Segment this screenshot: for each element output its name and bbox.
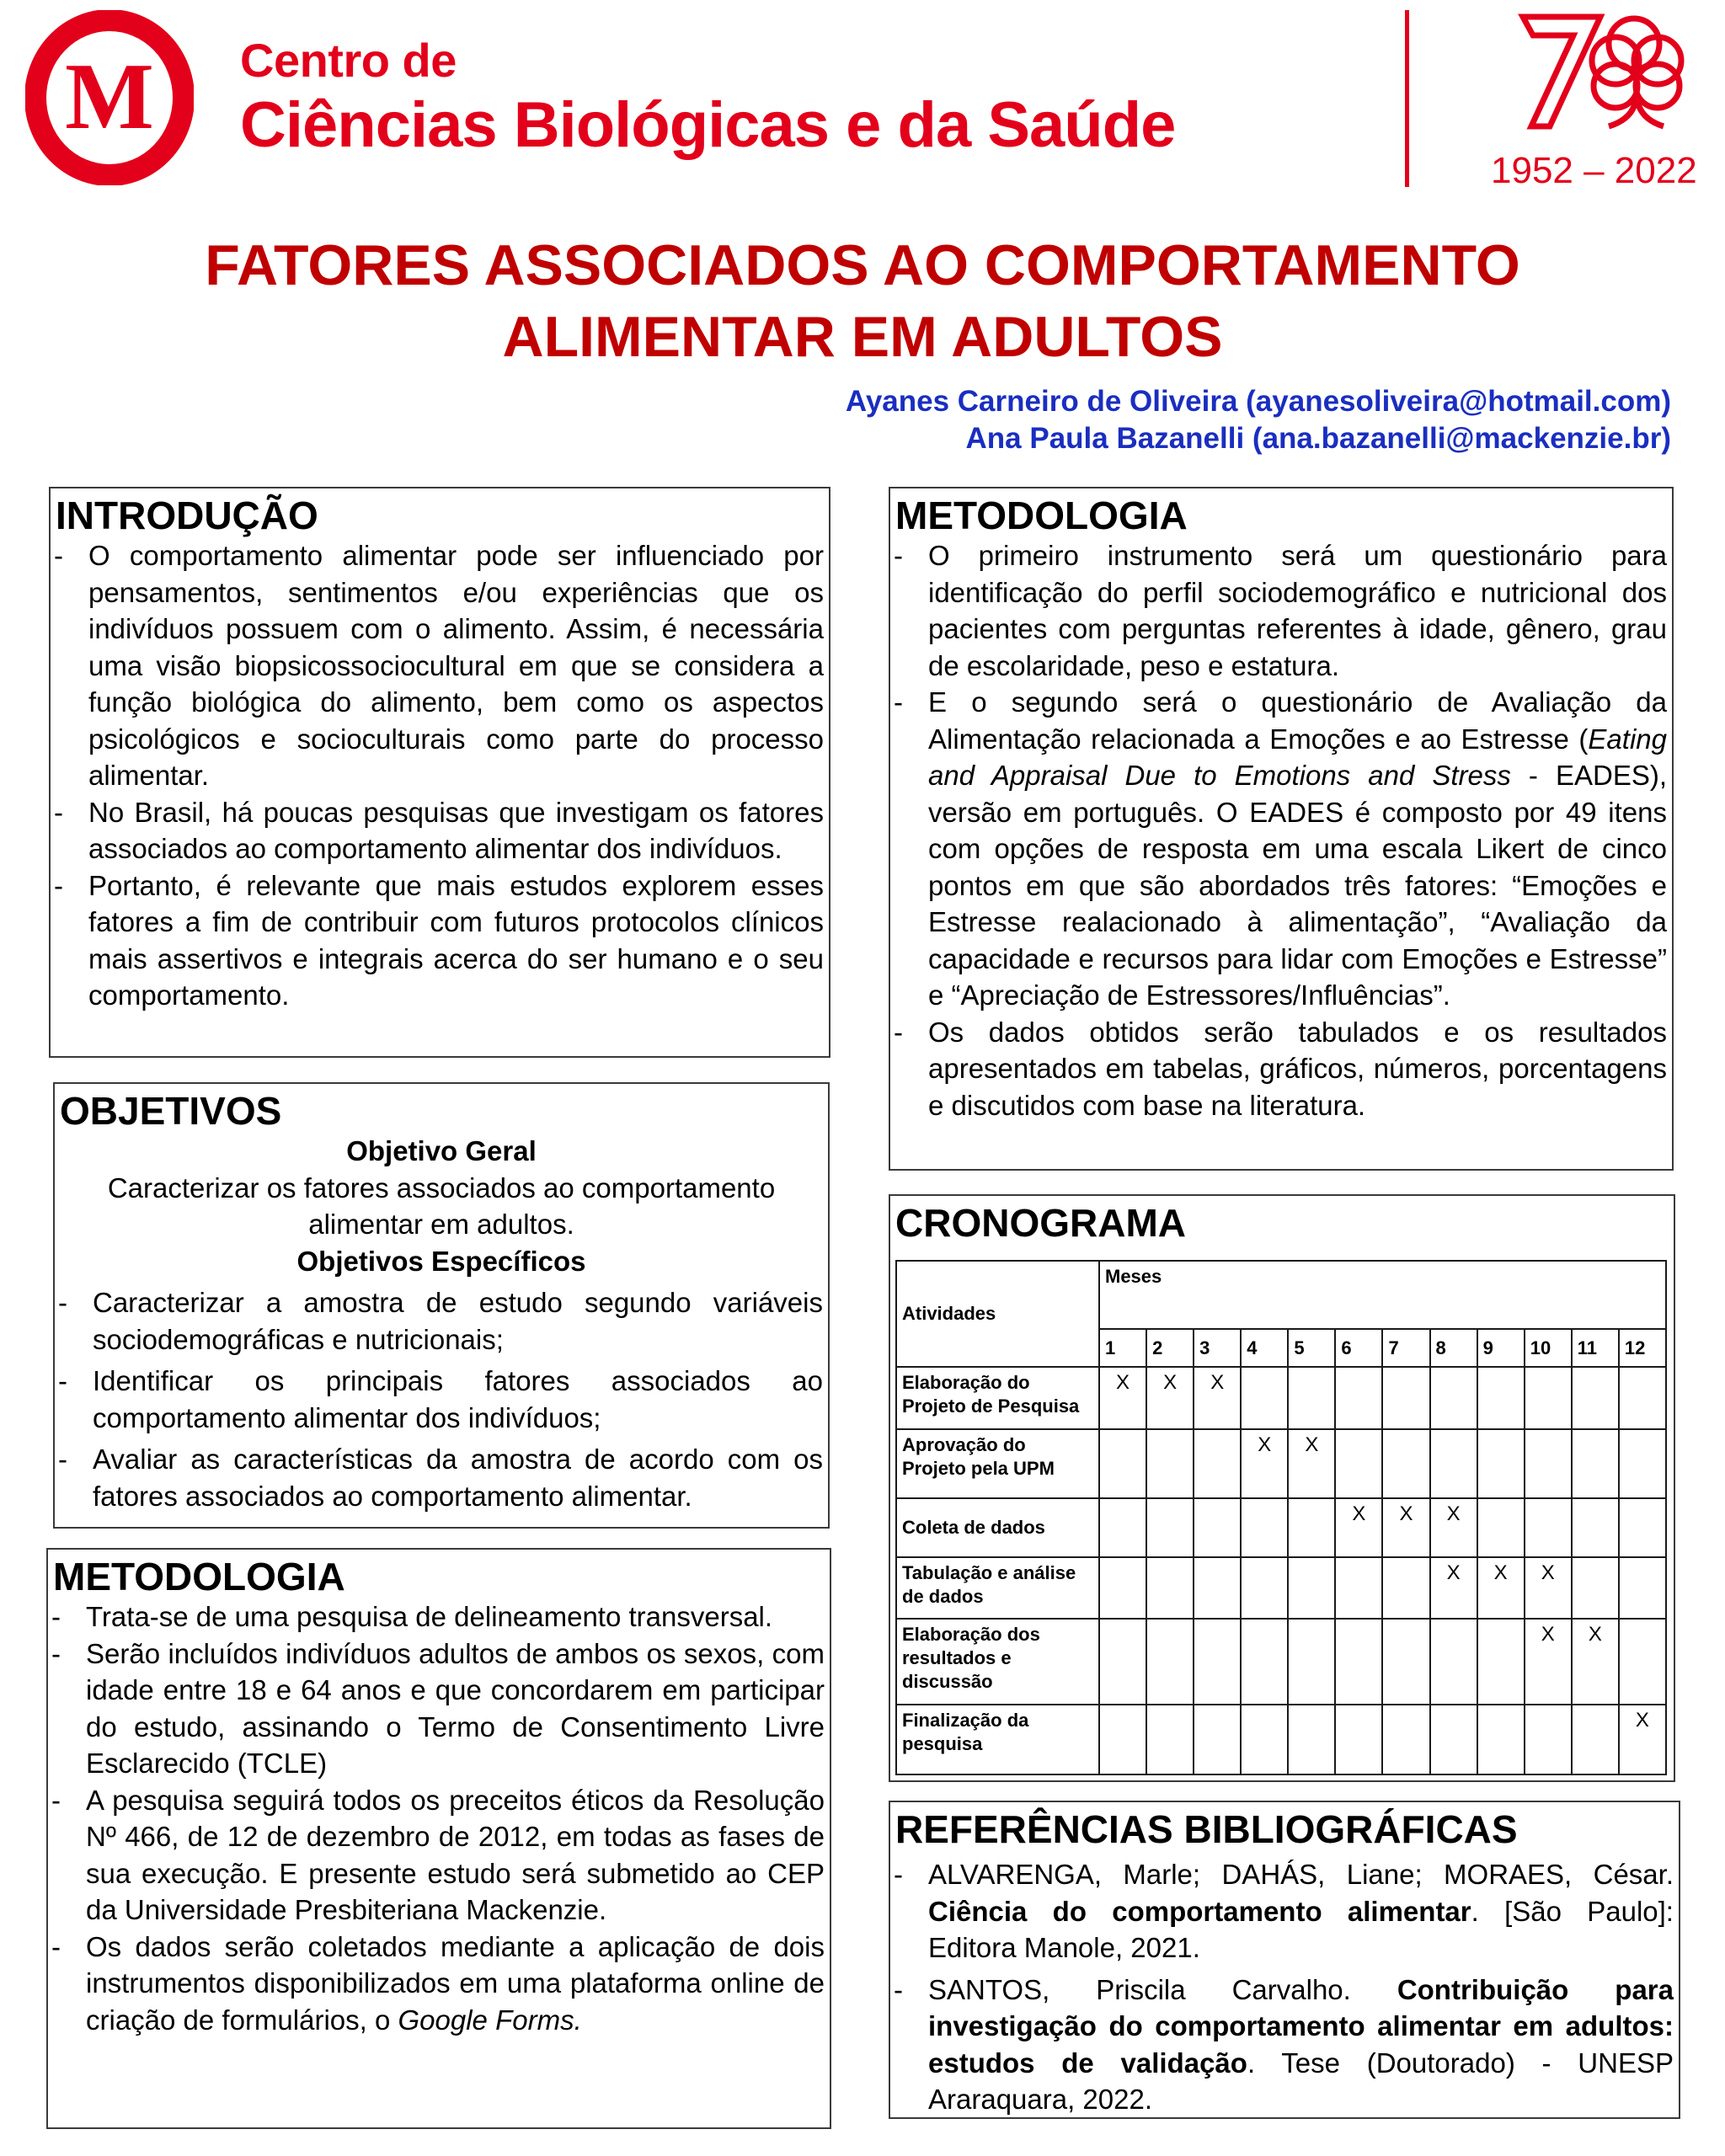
month-header: 4: [1241, 1329, 1288, 1367]
metodologia-right-section: [889, 487, 1674, 1171]
month-cell: [1335, 1619, 1382, 1705]
section-heading: METODOLOGIA: [895, 494, 1188, 537]
month-cell: [1382, 1557, 1429, 1619]
month-cell: X: [1525, 1557, 1572, 1619]
list-item: - E o segundo será o questionário de Avaliação da Alimentação relacionada a Emoções e ao Estresse (Eating and Appraisal Due to Emotions and Stress - EADES), versão em português. O EADES é composto por 49 itens com opções de resposta em uma escala Likert de cinco pontos em que são abordados três fatores: “Emoções e Estresse realacionado à alimentação”, “Avaliação da capacidade e recursos para lidar com Emoções e Estresse” e “Apreciação de Estressores/Influências”.: [890, 684, 1672, 1014]
activity-cell: Finalização da pesquisa: [896, 1705, 1099, 1774]
month-cell: [1099, 1705, 1146, 1774]
referencias-section: [889, 1801, 1680, 2119]
month-cell: [1477, 1705, 1525, 1774]
authors: [846, 383, 1671, 457]
objetivo-geral-label: Objetivo Geral: [346, 1135, 537, 1166]
month-header: 12: [1619, 1329, 1666, 1367]
month-cell: [1619, 1429, 1666, 1498]
table-row: [896, 1498, 1666, 1557]
month-cell: [1477, 1619, 1525, 1705]
month-header: 2: [1146, 1329, 1194, 1367]
month-cell: [1146, 1557, 1194, 1619]
center-name-line2: Ciências Biológicas e da Saúde: [240, 89, 1176, 161]
objetivos-especificos-label: Objetivos Específicos: [296, 1245, 586, 1277]
month-cell: [1099, 1498, 1146, 1557]
month-cell: [1430, 1705, 1477, 1774]
month-cell: [1382, 1705, 1429, 1774]
center-name: [240, 34, 1175, 163]
month-cell: [1382, 1429, 1429, 1498]
section-heading: CRONOGRAMA: [895, 1201, 1186, 1245]
list-item: - Avaliar as características da amostra de acordo com os fatores associados ao comportamento alimentar.: [55, 1441, 828, 1514]
month-cell: [1572, 1429, 1619, 1498]
month-cell: [1477, 1367, 1525, 1429]
month-cell: X: [1146, 1367, 1194, 1429]
list-item: - Caracterizar a amostra de estudo segundo variáveis sociodemográficas e nutricionais;: [55, 1284, 828, 1358]
month-cell: X: [1430, 1498, 1477, 1557]
month-header: 1: [1099, 1329, 1146, 1367]
author-1: Ayanes Carneiro de Oliveira (ayanesoliveira@hotmail.com): [845, 385, 1671, 418]
month-cell: X: [1194, 1367, 1241, 1429]
month-cell: [1525, 1498, 1572, 1557]
reference-item: - SANTOS, Priscila Carvalho. Contribuição para investigação do comportamento alimentar em adultos: estudos de validação. Tese (Doutorado) - UNESP Araraquara, 2022.: [890, 1972, 1679, 2118]
month-cell: [1146, 1498, 1194, 1557]
month-cell: [1146, 1705, 1194, 1774]
anniversary-years: 1952 – 2022: [1491, 150, 1697, 191]
month-header: 3: [1194, 1329, 1241, 1367]
month-cell: [1335, 1367, 1382, 1429]
table-row: [896, 1705, 1666, 1774]
month-cell: [1335, 1705, 1382, 1774]
month-cell: [1335, 1557, 1382, 1619]
list-item: - Portanto, é relevante que mais estudos explorem esses fatores a fim de contribuir com futuros protocolos clínicos mais assertivos e integrais acerca do ser humano e o seu comportamento.: [51, 867, 829, 1014]
month-cell: [1099, 1429, 1146, 1498]
month-cell: [1241, 1557, 1288, 1619]
month-cell: [1194, 1498, 1241, 1557]
list-item: - O comportamento alimentar pode ser influenciado por pensamentos, sentimentos e/ou experiências que os indivíduos possuem com o alimento. Assim, é necessária uma visão biopsicossociocultural em que se considera a função biológica do alimento, bem como os aspectos psicológicos e socioculturais como parte do processo alimentar.: [51, 537, 829, 794]
month-cell: [1430, 1367, 1477, 1429]
month-cell: [1525, 1367, 1572, 1429]
month-cell: [1099, 1557, 1146, 1619]
section-heading: METODOLOGIA: [53, 1555, 345, 1598]
month-cell: X: [1241, 1429, 1288, 1498]
introducao-section: [49, 487, 830, 1058]
month-cell: [1525, 1429, 1572, 1498]
month-cell: X: [1619, 1705, 1666, 1774]
month-cell: [1619, 1498, 1666, 1557]
list-item: - Identificar os principais fatores associados ao comportamento alimentar dos indivíduos;: [55, 1363, 828, 1436]
section-heading: OBJETIVOS: [60, 1089, 282, 1133]
month-cell: [1619, 1557, 1666, 1619]
activity-cell: Elaboração dos resultados e discussão: [896, 1619, 1099, 1705]
month-cell: [1619, 1367, 1666, 1429]
month-cell: [1241, 1619, 1288, 1705]
month-cell: [1194, 1619, 1241, 1705]
center-name-line1: Centro de: [240, 34, 457, 87]
col-header-atividades: Atividades: [896, 1261, 1099, 1367]
activity-cell: Tabulação e análise de dados: [896, 1557, 1099, 1619]
month-cell: [1382, 1619, 1429, 1705]
month-cell: [1288, 1367, 1335, 1429]
table-row: [896, 1367, 1666, 1429]
month-cell: [1382, 1367, 1429, 1429]
month-header: 5: [1288, 1329, 1335, 1367]
month-cell: [1194, 1705, 1241, 1774]
anniversary-70-tree-icon: [1516, 8, 1718, 135]
month-cell: [1572, 1557, 1619, 1619]
month-cell: [1241, 1367, 1288, 1429]
month-cell: [1572, 1498, 1619, 1557]
month-header: 8: [1430, 1329, 1477, 1367]
month-header: 11: [1572, 1329, 1619, 1367]
month-cell: X: [1335, 1498, 1382, 1557]
month-header: 9: [1477, 1329, 1525, 1367]
poster-title-line1: FATORES ASSOCIADOS AO COMPORTAMENTO: [205, 233, 1520, 297]
table-row: [896, 1429, 1666, 1498]
month-cell: [1194, 1557, 1241, 1619]
list-item: - Os dados obtidos serão tabulados e os resultados apresentados em tabelas, gráficos, números, porcentagens e discutidos com base na literatura.: [890, 1014, 1672, 1124]
list-item: - Serão incluídos indivíduos adultos de ambos os sexos, com idade entre 18 e 64 anos e que concordarem em participar do estudo, assinando o Termo de Consentimento Livre Esclarecido (TCLE): [48, 1636, 830, 1782]
mackenzie-logo-icon: [25, 10, 194, 185]
list-item: - O primeiro instrumento será um questionário para identificação do perfil sociodemográfico e nutricional dos pacientes com perguntas referentes à idade, gênero, grau de escolaridade, peso e estatura.: [890, 537, 1672, 684]
list-item: - Os dados serão coletados mediante a aplicação de dois instrumentos disponibilizados em uma plataforma online de criação de formulários, o Google Forms.: [48, 1929, 830, 2039]
objetivos-section: [53, 1082, 830, 1529]
reference-item: - ALVARENGA, Marle; DAHÁS, Liane; MORAES, César. Ciência do comportamento alimentar. [São Paulo]: Editora Manole, 2021.: [890, 1856, 1679, 1967]
table-row: [896, 1557, 1666, 1619]
month-cell: [1335, 1429, 1382, 1498]
month-cell: [1241, 1498, 1288, 1557]
month-cell: [1146, 1619, 1194, 1705]
activity-cell: Elaboração do Projeto de Pesquisa: [896, 1367, 1099, 1429]
table-row: [896, 1619, 1666, 1705]
header-divider: [1405, 10, 1409, 187]
month-cell: [1477, 1429, 1525, 1498]
month-cell: X: [1099, 1367, 1146, 1429]
month-cell: [1572, 1367, 1619, 1429]
activity-cell: Coleta de dados: [896, 1498, 1099, 1557]
month-cell: [1477, 1498, 1525, 1557]
month-cell: [1288, 1619, 1335, 1705]
list-item: - A pesquisa seguirá todos os preceitos éticos da Resolução Nº 466, de 12 de dezembro de 2012, em todas as fases de sua execução. E presente estudo será submetido ao CEP da Universidade Presbiteriana Mackenzie.: [48, 1782, 830, 1929]
month-header: 6: [1335, 1329, 1382, 1367]
section-heading: REFERÊNCIAS BIBLIOGRÁFICAS: [895, 1807, 1518, 1851]
poster-title-line2: ALIMENTAR EM ADULTOS: [502, 305, 1223, 369]
month-cell: X: [1572, 1619, 1619, 1705]
month-cell: [1288, 1557, 1335, 1619]
month-cell: [1525, 1705, 1572, 1774]
objetivo-geral-text: Caracterizar os fatores associados ao comportamento alimentar em adultos.: [107, 1171, 776, 1240]
month-cell: X: [1382, 1498, 1429, 1557]
col-header-meses: Meses: [1099, 1261, 1666, 1329]
month-cell: [1288, 1705, 1335, 1774]
month-cell: [1572, 1705, 1619, 1774]
month-header: 7: [1382, 1329, 1429, 1367]
list-item: - No Brasil, há poucas pesquisas que investigam os fatores associados ao comportamento alimentar dos indivíduos.: [51, 794, 829, 867]
month-cell: X: [1430, 1557, 1477, 1619]
google-forms-text: Google Forms.: [398, 2004, 582, 2036]
cronograma-table: [895, 1260, 1667, 1775]
month-cell: [1241, 1705, 1288, 1774]
month-cell: [1194, 1429, 1241, 1498]
month-cell: X: [1525, 1619, 1572, 1705]
month-cell: [1430, 1429, 1477, 1498]
metodologia-left-section: [46, 1548, 831, 2129]
month-cell: [1146, 1429, 1194, 1498]
svg-text:M: M: [65, 45, 154, 149]
month-header: 10: [1525, 1329, 1572, 1367]
month-cell: [1430, 1619, 1477, 1705]
list-item: - Trata-se de uma pesquisa de delineamento transversal.: [48, 1598, 830, 1636]
section-heading: INTRODUÇÃO: [56, 494, 318, 537]
month-cell: [1288, 1498, 1335, 1557]
cronograma-section: [889, 1194, 1675, 1782]
activity-cell: Aprovação do Projeto pela UPM: [896, 1429, 1099, 1498]
author-2: Ana Paula Bazanelli (ana.bazanelli@mackenzie.br): [965, 422, 1671, 455]
month-cell: X: [1477, 1557, 1525, 1619]
month-cell: X: [1288, 1429, 1335, 1498]
month-cell: [1099, 1619, 1146, 1705]
month-cell: [1619, 1619, 1666, 1705]
